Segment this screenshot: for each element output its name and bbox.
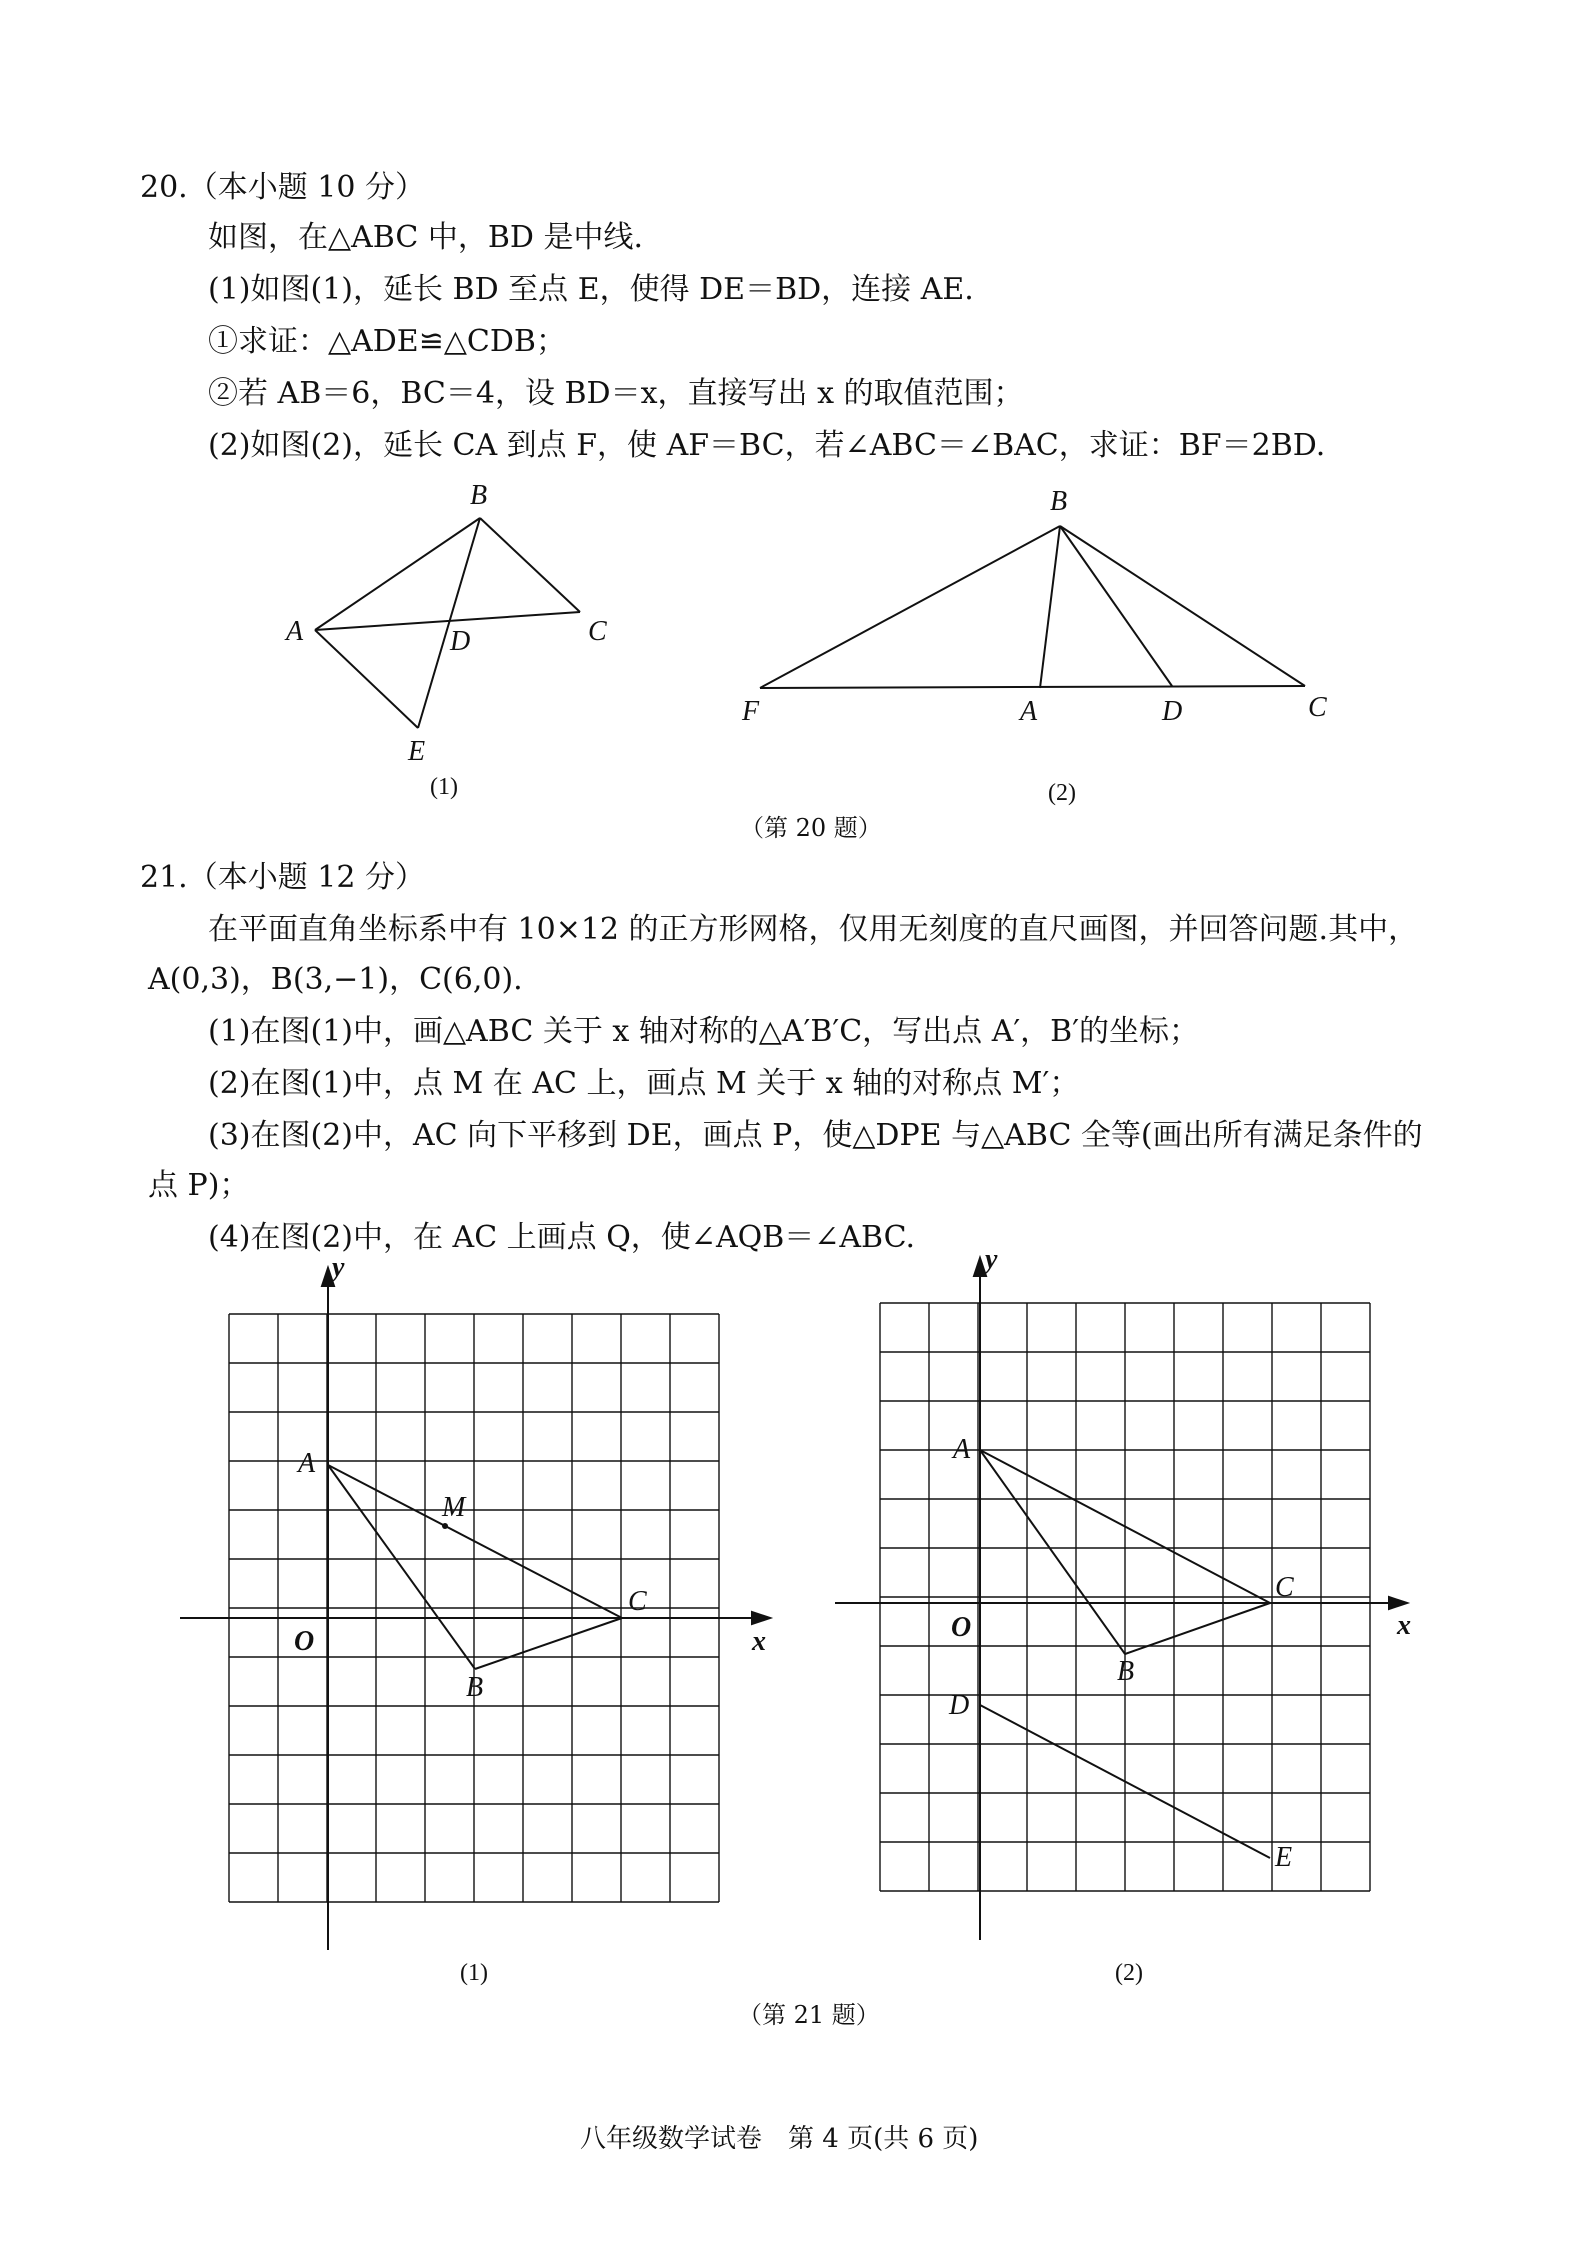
point-label-c: C [1275,1572,1294,1603]
y-axis-label: y [985,1250,998,1275]
segment-ab [980,1450,1125,1654]
figure-caption-1: (1) [460,1960,488,1986]
point-label-e: E [1275,1842,1293,1873]
segment-fc [760,686,1305,688]
segment-bd [1060,526,1172,686]
q21-part4: (4)在图(2)中，在 AC 上画点 Q，使∠AQB＝∠ABC. [208,1220,916,1255]
point-label-d: D [1162,696,1183,727]
x-axis-arrow [1389,1597,1407,1609]
q21-grid-figure-1 [170,1250,800,1990]
point-label-f: F [742,696,760,727]
point-label-a: A [286,616,304,647]
q21-caption: （第 21 题） [738,2001,880,2029]
q21-intro-line-1: 在平面直角坐标系中有 10×12 的正方形网格，仅用无刻度的直尺画图，并回答问题.其中， [208,912,1419,947]
point-label-b: B [466,1672,484,1703]
x-axis-arrow [752,1612,770,1624]
figure-caption-2: (2) [1048,780,1076,806]
page-footer: 八年级数学试卷 第 4 页(共 6 页) [580,2124,979,2154]
point-label-b: B [470,480,488,511]
q21-header: 21.（本小题 12 分） [140,860,425,895]
segment-ac [328,1465,622,1618]
point-label-e: E [408,736,426,767]
q21-grid-figure-2 [815,1250,1435,1990]
q20-part1: (1)如图(1)，延长 BD 至点 E，使得 DE＝BD，连接 AE. [208,272,974,307]
segment-bc [475,1618,622,1669]
figure-caption-1: (1) [430,774,458,800]
segment-bc [480,518,580,612]
q21-intro-line-2: A(0,3)，B(3,−1)，C(6,0). [148,962,523,997]
segment-ae [315,630,418,728]
segment-bf [760,526,1060,688]
origin-label: O [951,1612,972,1643]
q20-intro: 如图，在△ABC 中，BD 是中线. [208,220,643,255]
q20-caption: （第 20 题） [740,814,882,842]
point-label-m: M [442,1492,466,1523]
point-m [442,1523,448,1529]
point-label-a: A [298,1448,316,1479]
point-label-b: B [1117,1656,1135,1687]
point-label-c: C [1308,692,1327,723]
q21-part2: (2)在图(1)中，点 M 在 AC 上，画点 M 关于 x 轴的对称点 M′； [208,1066,1080,1101]
point-label-c: C [588,616,607,647]
q20-figure-2 [730,480,1350,810]
q21-part3-line-1: (3)在图(2)中，AC 向下平移到 DE，画点 P，使△DPE 与△ABC 全等(画出所有满足条件的 [208,1118,1423,1153]
origin-label: O [294,1626,315,1657]
q20-figure-1 [270,470,610,800]
figure-caption-2: (2) [1115,1960,1143,1986]
segment-bc [1060,526,1305,686]
q20-part2: (2)如图(2)，延长 CA 到点 F，使 AF＝BC，若∠ABC＝∠BAC，求证：BF＝2BD. [208,428,1326,463]
q21-part3-line-2: 点 P)； [148,1168,250,1203]
segment-ab [315,518,480,630]
point-label-a: A [1020,696,1038,727]
x-axis-label: x [752,1626,766,1657]
point-label-b: B [1050,486,1068,517]
point-label-a: A [953,1434,971,1465]
grid-lines [880,1303,1370,1891]
segment-ba [1040,526,1060,688]
point-label-c: C [628,1586,647,1617]
point-label-d: D [450,626,471,657]
point-label-d: D [949,1690,970,1721]
q21-part1: (1)在图(1)中，画△ABC 关于 x 轴对称的△A′B′C，写出点 A′，B′的坐标； [208,1014,1200,1049]
q20-header: 20.（本小题 10 分） [140,170,425,205]
x-axis-label: x [1397,1610,1411,1641]
q20-part1-a: ①求证：△ADE≌△CDB； [208,324,566,359]
q20-part1-b: ②若 AB＝6，BC＝4，设 BD＝x，直接写出 x 的取值范围； [208,376,1024,411]
y-axis-label: y [332,1252,345,1283]
